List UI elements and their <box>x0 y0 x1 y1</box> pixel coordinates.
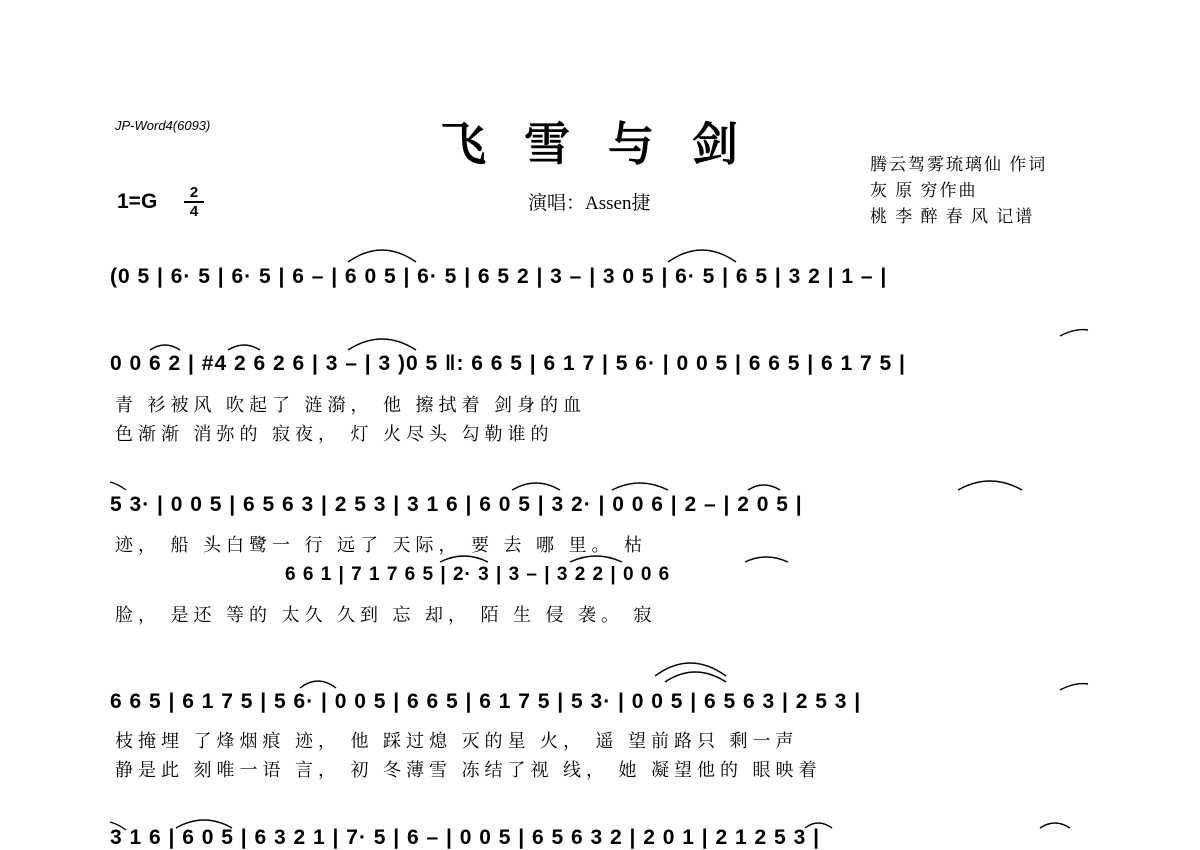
lyrics-line-2-verse-2: 色渐渐 消弥的 寂夜， 灯 火尽头 勾勒谁的 <box>115 424 554 444</box>
lyrics-line-4-verse-1: 枝掩埋 了烽烟痕 迹， 他 踩过熄 灭的星 火， 遥 望前路只 剩一声 <box>115 731 799 751</box>
score-line-3: 5 3· | 0 0 5 | 6 5 6 3 | 2 5 3 | 3 1 6 | 6 0 5 | 3 2· | 0 0 6 | 2 – | 2 0 5 | <box>110 493 803 516</box>
slur-mark <box>668 250 736 262</box>
slur-mark <box>110 482 126 490</box>
score-line-3-alt: 6 6 1 | 7 1 7 6 5 | 2· 3 | 3 – | 3 2 2 | 0 0 6 <box>285 564 671 585</box>
score-line-4: 6 6 5 | 6 1 7 5 | 5 6· | 0 0 5 | 6 6 5 | 6 1 7 5 | 5 3· | 0 0 5 | 6 5 6 3 | 2 5 3 | <box>110 690 862 713</box>
slur-mark <box>655 663 726 676</box>
lyrics-line-2-verse-1: 青 衫被风 吹起了 涟漪， 他 擦拭着 剑身的血 <box>115 395 586 415</box>
triplet-mark <box>228 345 260 350</box>
slur-mark <box>348 339 416 350</box>
slur-mark <box>745 557 788 562</box>
meter-top: 2 <box>189 184 199 201</box>
lyrics-line-4-verse-2: 静是此 刻唯一语 言， 初 冬薄雪 冻结了视 线， 她 凝望他的 眼映着 <box>115 760 822 780</box>
slur-mark <box>958 481 1022 490</box>
meter-bottom: 4 <box>189 203 199 220</box>
slur-mark <box>612 483 668 490</box>
score-line-2: 0 0 6 2 | #4 2 6 2 6 | 3 – | 3 )0 5 ‖: 6 6 5 | 6 1 7 | 5 6· | 0 0 5 | 6 6 5 | 6 1 7 5 | <box>110 352 906 375</box>
slur-mark <box>300 681 336 688</box>
lyrics-line-3-verse-2: 脸， 是还 等的 太久 久到 忘 却， 陌 生 侵 袭。 寂 <box>115 605 657 625</box>
slur-mark <box>748 485 780 490</box>
singer-credit: 演唱：Assen捷 <box>528 193 651 214</box>
key-signature: 1=G <box>117 190 158 213</box>
lyrics-line-3-verse-1: 迹， 船 头白鹭一 行 远了 天际， 要 去 哪 里。 枯 <box>115 535 647 555</box>
score-line-1: (0 5 | 6· 5 | 6· 5 | 6 – | 6 0 5 | 6· 5 | 6 5 2 | 3 – | 3 0 5 | 6· 5 | 6 5 | 3 2 | 1 – | <box>110 265 888 288</box>
transcriber-credit: 桃 李 醉 春 风 记谱 <box>870 207 1035 226</box>
composer-credit: 灰 原 穷作曲 <box>870 181 978 200</box>
song-title: 飞雪与剑 <box>440 119 776 170</box>
slur-mark <box>348 250 416 262</box>
slur-mark <box>512 483 560 490</box>
slur-mark <box>1060 330 1088 336</box>
lyricist-credit: 腾云驾雾琉璃仙 作词 <box>870 155 1048 174</box>
watermark-text: JP-Word4(6093) <box>115 118 211 133</box>
slur-mark <box>665 672 726 682</box>
score-line-5: 3 1 6 | 6 0 5 | 6 3 2 1 | 7· 5 | 6 – | 0 0 5 | 6 5 6 3 2 | 2 0 1 | 2 1 2 5 3 | <box>110 826 820 849</box>
triplet-mark <box>150 345 180 350</box>
